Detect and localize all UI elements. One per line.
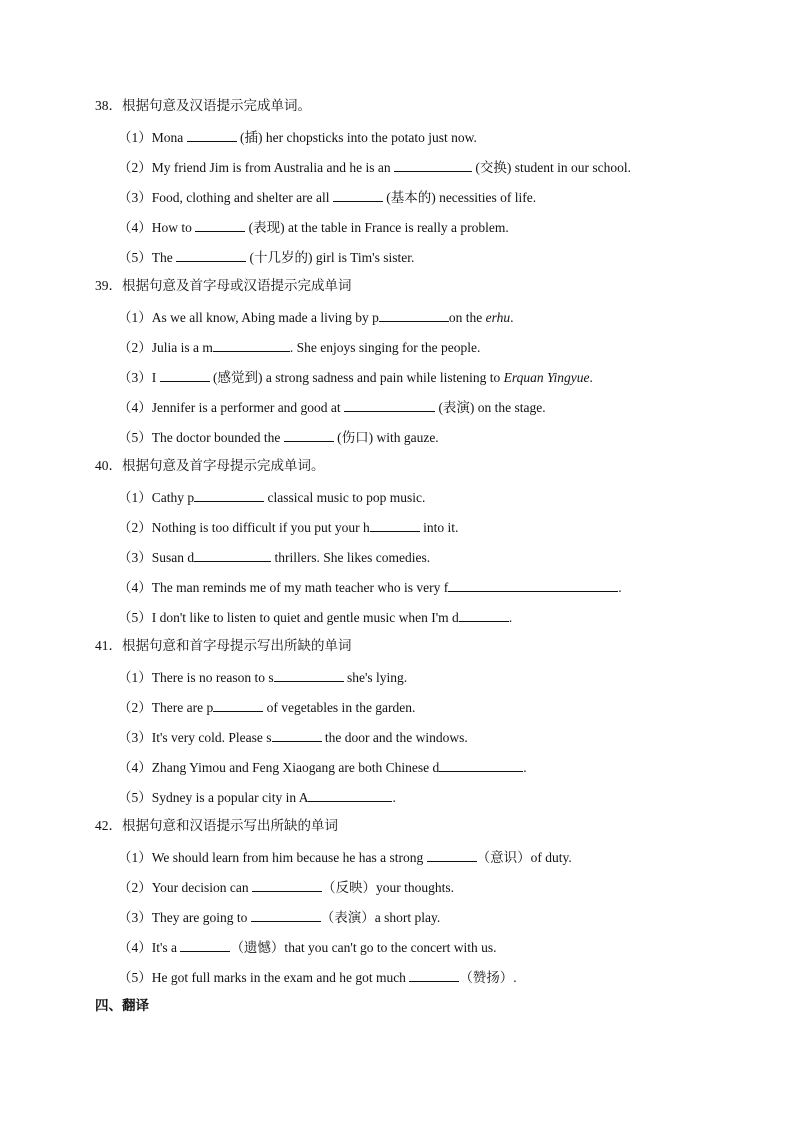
answer-blank[interactable] (439, 757, 523, 772)
answer-blank[interactable] (379, 307, 449, 322)
answer-blank[interactable] (344, 397, 435, 412)
answer-blank[interactable] (187, 127, 237, 142)
answer-blank[interactable] (252, 877, 322, 892)
answer-blank[interactable] (394, 157, 472, 172)
q40-item-4: （4）The man reminds me of my math teacher who is very f . (118, 577, 622, 597)
answer-blank[interactable] (284, 427, 334, 442)
question-38-heading: 38．根据句意及汉语提示完成单词。 (95, 98, 311, 113)
answer-blank[interactable] (160, 367, 210, 382)
answer-blank[interactable] (251, 907, 321, 922)
q39-item-5: （5）The doctor bounded the (伤口) with gauze. (118, 427, 439, 447)
answer-blank[interactable] (448, 577, 618, 592)
question-41-heading: 41．根据句意和首字母提示写出所缺的单词 (95, 638, 352, 653)
answer-blank[interactable] (427, 847, 477, 862)
q38-item-4: （4）How to (表现) at the table in France is really a problem. (118, 217, 509, 237)
answer-blank[interactable] (213, 697, 263, 712)
q42-item-2: （2）Your decision can （反映）your thoughts. (118, 877, 454, 897)
q38-item-2: （2）My friend Jim is from Australia and he is an (交换) student in our school. (118, 157, 631, 177)
q41-item-1: （1）There is no reason to s she's lying. (118, 667, 407, 687)
q40-item-2: （2）Nothing is too difficult if you put your h into it. (118, 517, 458, 537)
question-40-heading: 40．根据句意及首字母提示完成单词。 (95, 458, 325, 473)
q42-item-1: （1）We should learn from him because he has a strong （意识）of duty. (118, 847, 572, 867)
q41-item-2: （2）There are p of vegetables in the garden. (118, 697, 415, 717)
q41-item-4: （4）Zhang Yimou and Feng Xiaogang are both Chinese d . (118, 757, 527, 777)
q39-item-2: （2）Julia is a m . She enjoys singing for the people. (118, 337, 480, 357)
q42-item-4: （4）It's a （遗憾）that you can't go to the concert with us. (118, 937, 496, 957)
answer-blank[interactable] (213, 337, 290, 352)
q39-item-1: （1）As we all know, Abing made a living by p on the erhu. (118, 307, 514, 327)
q38-item-5: （5）The (十几岁的) girl is Tim's sister. (118, 247, 414, 267)
q42-item-3: （3）They are going to （表演）a short play. (118, 907, 440, 927)
q41-item-3: （3）It's very cold. Please s the door and the windows. (118, 727, 468, 747)
q40-item-5: （5）I don't like to listen to quiet and gentle music when I'm d . (118, 607, 512, 627)
answer-blank[interactable] (195, 217, 245, 232)
q38-item-1: （1）Mona (插) her chopsticks into the potato just now. (118, 127, 477, 147)
q40-item-1: （1）Cathy p classical music to pop music. (118, 487, 425, 507)
q40-item-3: （3）Susan d thrillers. She likes comedies. (118, 547, 430, 567)
q38-item-3: （3）Food, clothing and shelter are all (基本的) necessities of life. (118, 187, 536, 207)
answer-blank[interactable] (370, 517, 420, 532)
q39-item-3: （3）I (感觉到) a strong sadness and pain while listening to Erquan Yingyue. (118, 367, 593, 387)
answer-blank[interactable] (194, 547, 271, 562)
question-42-heading: 42．根据句意和汉语提示写出所缺的单词 (95, 818, 338, 833)
answer-blank[interactable] (274, 667, 344, 682)
q39-item-4: （4）Jennifer is a performer and good at (表演) on the stage. (118, 397, 546, 417)
answer-blank[interactable] (333, 187, 383, 202)
answer-blank[interactable] (272, 727, 322, 742)
q41-item-5: （5）Sydney is a popular city in A . (118, 787, 396, 807)
answer-blank[interactable] (308, 787, 392, 802)
answer-blank[interactable] (180, 937, 230, 952)
answer-blank[interactable] (176, 247, 246, 262)
answer-blank[interactable] (409, 967, 459, 982)
answer-blank[interactable] (194, 487, 264, 502)
q42-item-5: （5）He got full marks in the exam and he got much （赞扬）. (118, 967, 517, 987)
question-39-heading: 39．根据句意及首字母或汉语提示完成单词 (95, 278, 352, 293)
section-title: 四、翻译 (95, 998, 149, 1013)
answer-blank[interactable] (459, 607, 509, 622)
